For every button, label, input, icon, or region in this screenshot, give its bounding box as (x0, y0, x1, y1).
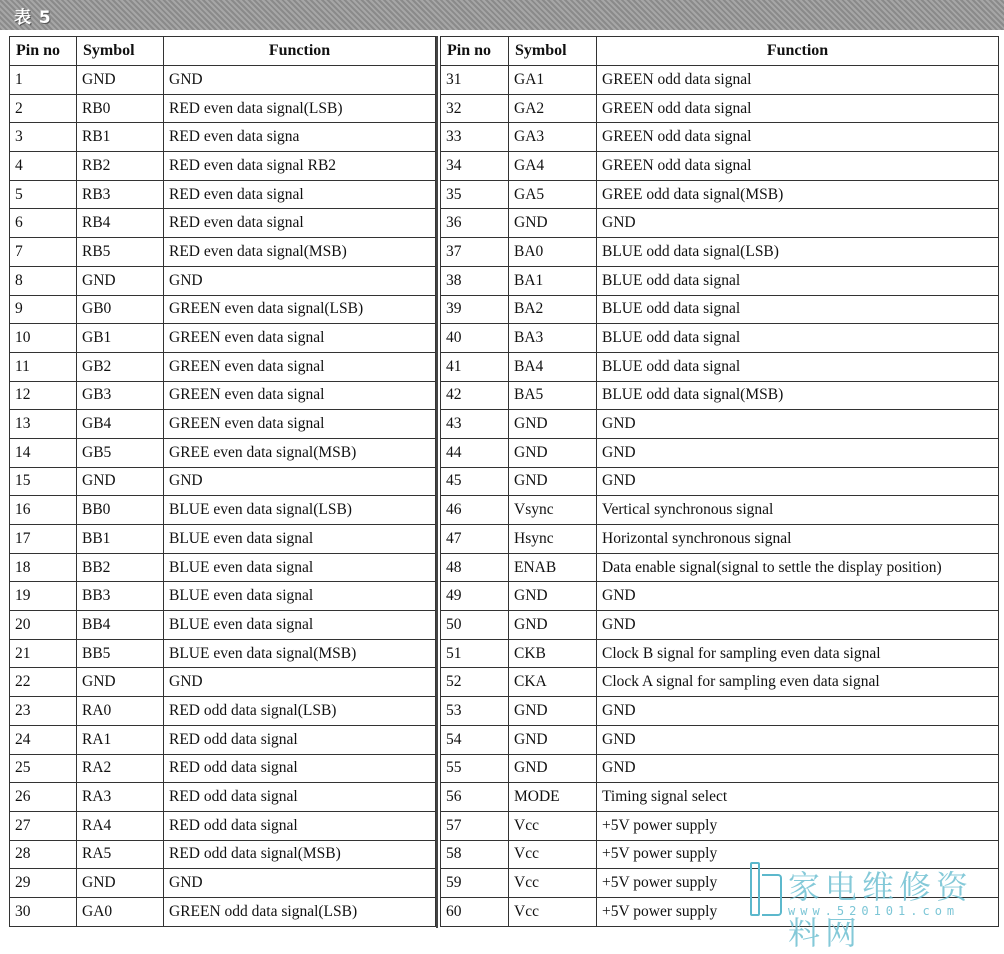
function-cell: GND (597, 209, 999, 238)
symbol-cell: Vcc (509, 811, 597, 840)
pin-number-cell: 32 (441, 94, 509, 123)
function-cell: GREEN even data signal(LSB) (164, 295, 436, 324)
function-cell: GND (164, 266, 436, 295)
function-cell: RED odd data signal(MSB) (164, 840, 436, 869)
function-cell: Clock B signal for sampling even data signal (597, 639, 999, 668)
symbol-cell: RA4 (77, 811, 164, 840)
pin-number-cell: 11 (10, 352, 77, 381)
symbol-cell: BA0 (509, 238, 597, 267)
table-row (10, 525, 436, 554)
pin-number-cell: 34 (441, 152, 509, 181)
symbol-cell: CKB (509, 639, 597, 668)
function-cell: RED odd data signal (164, 754, 436, 783)
pin-number-cell: 17 (10, 525, 77, 554)
symbol-cell: RA1 (77, 725, 164, 754)
pin-number-cell: 49 (441, 582, 509, 611)
header-function: Function (597, 37, 999, 66)
function-cell: Timing signal select (597, 783, 999, 812)
table-row (10, 611, 436, 640)
table-row (10, 438, 436, 467)
function-cell: BLUE even data signal (164, 611, 436, 640)
table-row (10, 180, 436, 209)
symbol-cell: BA1 (509, 266, 597, 295)
table-row (441, 811, 999, 840)
symbol-cell: BA5 (509, 381, 597, 410)
table-row (441, 381, 999, 410)
table-row (10, 668, 436, 697)
symbol-cell: GA0 (77, 897, 164, 926)
pin-number-cell: 50 (441, 611, 509, 640)
table-row (441, 467, 999, 496)
table-row (441, 352, 999, 381)
symbol-cell: BA3 (509, 324, 597, 353)
pin-number-cell: 35 (441, 180, 509, 209)
function-cell: GREEN odd data signal (597, 94, 999, 123)
function-cell: RED even data signal (164, 209, 436, 238)
symbol-cell: GND (509, 582, 597, 611)
function-cell: +5V power supply (597, 811, 999, 840)
header-row (10, 37, 436, 66)
symbol-cell: GA2 (509, 94, 597, 123)
pin-number-cell: 43 (441, 410, 509, 439)
symbol-cell: BA4 (509, 352, 597, 381)
table-row (10, 66, 436, 95)
pin-number-cell: 22 (10, 668, 77, 697)
symbol-cell: MODE (509, 783, 597, 812)
function-cell: RED odd data signal (164, 783, 436, 812)
table-caption-banner (0, 0, 1004, 30)
table-row (441, 639, 999, 668)
symbol-cell: BB2 (77, 553, 164, 582)
watermark-logo-icon (748, 860, 782, 918)
table-row (441, 66, 999, 95)
table-row (441, 266, 999, 295)
symbol-cell: RA3 (77, 783, 164, 812)
pin-number-cell: 27 (10, 811, 77, 840)
symbol-cell: GA1 (509, 66, 597, 95)
function-cell: GND (597, 611, 999, 640)
table-row (441, 94, 999, 123)
symbol-cell: GND (509, 754, 597, 783)
function-cell: GND (597, 725, 999, 754)
function-cell: BLUE odd data signal (597, 324, 999, 353)
symbol-cell: GB1 (77, 324, 164, 353)
function-cell: +5V power supply (597, 869, 999, 898)
function-cell: BLUE odd data signal (597, 295, 999, 324)
function-cell: RED even data signal(MSB) (164, 238, 436, 267)
table-caption: 表 5 (14, 8, 52, 28)
symbol-cell: GND (77, 467, 164, 496)
pin-number-cell: 6 (10, 209, 77, 238)
symbol-cell: GND (509, 725, 597, 754)
column-divider (436, 36, 438, 928)
table-row (10, 553, 436, 582)
table-row (441, 668, 999, 697)
table-row (441, 496, 999, 525)
table-row (441, 209, 999, 238)
function-cell: BLUE even data signal (164, 525, 436, 554)
pin-number-cell: 18 (10, 553, 77, 582)
table-row (10, 94, 436, 123)
function-cell: GREEN odd data signal (597, 66, 999, 95)
pin-number-cell: 5 (10, 180, 77, 209)
function-cell: RED even data signa (164, 123, 436, 152)
pin-number-cell: 15 (10, 467, 77, 496)
table-row (441, 324, 999, 353)
pin-number-cell: 30 (10, 897, 77, 926)
symbol-cell: GND (509, 467, 597, 496)
table-row (10, 352, 436, 381)
symbol-cell: BB4 (77, 611, 164, 640)
pin-number-cell: 3 (10, 123, 77, 152)
pin-number-cell: 31 (441, 66, 509, 95)
function-cell: Horizontal synchronous signal (597, 525, 999, 554)
table-row (10, 725, 436, 754)
header-function: Function (164, 37, 436, 66)
pin-number-cell: 1 (10, 66, 77, 95)
table-row (10, 754, 436, 783)
function-cell: GND (597, 697, 999, 726)
symbol-cell: GND (77, 668, 164, 697)
table-row (10, 295, 436, 324)
pin-number-cell: 25 (10, 754, 77, 783)
symbol-cell: Vcc (509, 897, 597, 926)
table-row (441, 238, 999, 267)
function-cell: RED even data signal (164, 180, 436, 209)
header-symbol: Symbol (509, 37, 597, 66)
symbol-cell: RA0 (77, 697, 164, 726)
table-row (10, 410, 436, 439)
function-cell: RED odd data signal (164, 811, 436, 840)
function-cell: RED even data signal(LSB) (164, 94, 436, 123)
pin-number-cell: 55 (441, 754, 509, 783)
function-cell: GND (597, 410, 999, 439)
table-row (441, 783, 999, 812)
function-cell: BLUE odd data signal (597, 266, 999, 295)
table-row (441, 582, 999, 611)
function-cell: RED odd data signal (164, 725, 436, 754)
symbol-cell: BB0 (77, 496, 164, 525)
header-pin-no: Pin no (441, 37, 509, 66)
symbol-cell: Vcc (509, 840, 597, 869)
table-row (441, 553, 999, 582)
table-row (441, 123, 999, 152)
function-cell: GREE odd data signal(MSB) (597, 180, 999, 209)
symbol-cell: GND (509, 410, 597, 439)
symbol-cell: RB3 (77, 180, 164, 209)
symbol-cell: BB1 (77, 525, 164, 554)
table-row (10, 639, 436, 668)
pin-number-cell: 39 (441, 295, 509, 324)
symbol-cell: GB0 (77, 295, 164, 324)
symbol-cell: GND (77, 869, 164, 898)
function-cell: BLUE odd data signal(LSB) (597, 238, 999, 267)
symbol-cell: GB5 (77, 438, 164, 467)
pin-number-cell: 36 (441, 209, 509, 238)
function-cell: GND (597, 467, 999, 496)
symbol-cell: GND (509, 697, 597, 726)
table-row (10, 324, 436, 353)
symbol-cell: GND (509, 209, 597, 238)
function-cell: Data enable signal(signal to settle the display position) (597, 553, 999, 582)
symbol-cell: BA2 (509, 295, 597, 324)
pin-number-cell: 42 (441, 381, 509, 410)
pin-number-cell: 13 (10, 410, 77, 439)
function-cell: GREEN even data signal (164, 324, 436, 353)
function-cell: +5V power supply (597, 897, 999, 926)
function-cell: GND (597, 754, 999, 783)
pin-number-cell: 9 (10, 295, 77, 324)
table-row (10, 209, 436, 238)
pin-table-left (9, 36, 436, 927)
pin-number-cell: 23 (10, 697, 77, 726)
watermark-url: www.520101.com (788, 904, 960, 918)
table-row (441, 295, 999, 324)
pin-number-cell: 28 (10, 840, 77, 869)
table-row (10, 869, 436, 898)
symbol-cell: GA3 (509, 123, 597, 152)
pin-number-cell: 21 (10, 639, 77, 668)
pin-number-cell: 51 (441, 639, 509, 668)
table-row (10, 897, 436, 926)
table-row (10, 123, 436, 152)
function-cell: BLUE even data signal (164, 582, 436, 611)
symbol-cell: Vsync (509, 496, 597, 525)
header-pin-no: Pin no (10, 37, 77, 66)
pin-number-cell: 2 (10, 94, 77, 123)
pin-table-right (440, 36, 999, 927)
pin-number-cell: 8 (10, 266, 77, 295)
pin-number-cell: 4 (10, 152, 77, 181)
pin-number-cell: 14 (10, 438, 77, 467)
function-cell: BLUE even data signal(MSB) (164, 639, 436, 668)
table-row (441, 152, 999, 181)
function-cell: Clock A signal for sampling even data signal (597, 668, 999, 697)
pin-number-cell: 38 (441, 266, 509, 295)
function-cell: GREEN odd data signal(LSB) (164, 897, 436, 926)
pin-number-cell: 7 (10, 238, 77, 267)
function-cell: GND (164, 66, 436, 95)
pin-number-cell: 40 (441, 324, 509, 353)
watermark (748, 860, 998, 952)
table-row (441, 611, 999, 640)
pin-number-cell: 52 (441, 668, 509, 697)
function-cell: BLUE odd data signal (597, 352, 999, 381)
pin-number-cell: 19 (10, 582, 77, 611)
pin-number-cell: 56 (441, 783, 509, 812)
function-cell: GREEN even data signal (164, 410, 436, 439)
symbol-cell: GA5 (509, 180, 597, 209)
function-cell: +5V power supply (597, 840, 999, 869)
symbol-cell: GND (509, 611, 597, 640)
table-row (10, 381, 436, 410)
pin-number-cell: 26 (10, 783, 77, 812)
pin-number-cell: 10 (10, 324, 77, 353)
pin-number-cell: 44 (441, 438, 509, 467)
table-row (441, 410, 999, 439)
symbol-cell: GB2 (77, 352, 164, 381)
table-row (441, 754, 999, 783)
symbol-cell: RA5 (77, 840, 164, 869)
pin-number-cell: 20 (10, 611, 77, 640)
table-row (10, 266, 436, 295)
pin-number-cell: 47 (441, 525, 509, 554)
pin-number-cell: 12 (10, 381, 77, 410)
pin-number-cell: 16 (10, 496, 77, 525)
pin-number-cell: 58 (441, 840, 509, 869)
function-cell: BLUE odd data signal(MSB) (597, 381, 999, 410)
table-row (10, 811, 436, 840)
symbol-cell: CKA (509, 668, 597, 697)
pin-number-cell: 54 (441, 725, 509, 754)
function-cell: GREEN odd data signal (597, 152, 999, 181)
symbol-cell: GB3 (77, 381, 164, 410)
pin-number-cell: 59 (441, 869, 509, 898)
function-cell: BLUE even data signal(LSB) (164, 496, 436, 525)
symbol-cell: RA2 (77, 754, 164, 783)
table-row (441, 180, 999, 209)
header-row (441, 37, 999, 66)
function-cell: BLUE even data signal (164, 553, 436, 582)
pin-number-cell: 57 (441, 811, 509, 840)
symbol-cell: GND (77, 66, 164, 95)
pin-number-cell: 60 (441, 897, 509, 926)
pin-number-cell: 24 (10, 725, 77, 754)
symbol-cell: RB1 (77, 123, 164, 152)
table-row (10, 840, 436, 869)
symbol-cell: BB5 (77, 639, 164, 668)
table-row (10, 467, 436, 496)
table-row (10, 238, 436, 267)
symbol-cell: Hsync (509, 525, 597, 554)
symbol-cell: GB4 (77, 410, 164, 439)
table-row (10, 783, 436, 812)
function-cell: GREEN even data signal (164, 381, 436, 410)
function-cell: GND (597, 438, 999, 467)
table-row (10, 697, 436, 726)
pin-number-cell: 37 (441, 238, 509, 267)
pin-number-cell: 45 (441, 467, 509, 496)
function-cell: GREE even data signal(MSB) (164, 438, 436, 467)
pin-number-cell: 48 (441, 553, 509, 582)
pin-number-cell: 29 (10, 869, 77, 898)
table-row (441, 438, 999, 467)
header-symbol: Symbol (77, 37, 164, 66)
function-cell: GREEN odd data signal (597, 123, 999, 152)
symbol-cell: Vcc (509, 869, 597, 898)
watermark-text: 家电维修资料网 (788, 868, 974, 952)
pin-number-cell: 46 (441, 496, 509, 525)
symbol-cell: RB5 (77, 238, 164, 267)
table-row (441, 725, 999, 754)
table-row (441, 525, 999, 554)
function-cell: RED even data signal RB2 (164, 152, 436, 181)
symbol-cell: BB3 (77, 582, 164, 611)
pin-number-cell: 41 (441, 352, 509, 381)
function-cell: GREEN even data signal (164, 352, 436, 381)
symbol-cell: RB2 (77, 152, 164, 181)
function-cell: GND (597, 582, 999, 611)
function-cell: GND (164, 869, 436, 898)
pin-number-cell: 33 (441, 123, 509, 152)
symbol-cell: ENAB (509, 553, 597, 582)
function-cell: Vertical synchronous signal (597, 496, 999, 525)
table-row (441, 697, 999, 726)
symbol-cell: GND (509, 438, 597, 467)
symbol-cell: RB0 (77, 94, 164, 123)
table-row (10, 496, 436, 525)
function-cell: GND (164, 467, 436, 496)
pin-number-cell: 53 (441, 697, 509, 726)
function-cell: GND (164, 668, 436, 697)
symbol-cell: GND (77, 266, 164, 295)
table-row (10, 152, 436, 181)
symbol-cell: RB4 (77, 209, 164, 238)
function-cell: RED odd data signal(LSB) (164, 697, 436, 726)
table-row (10, 582, 436, 611)
symbol-cell: GA4 (509, 152, 597, 181)
